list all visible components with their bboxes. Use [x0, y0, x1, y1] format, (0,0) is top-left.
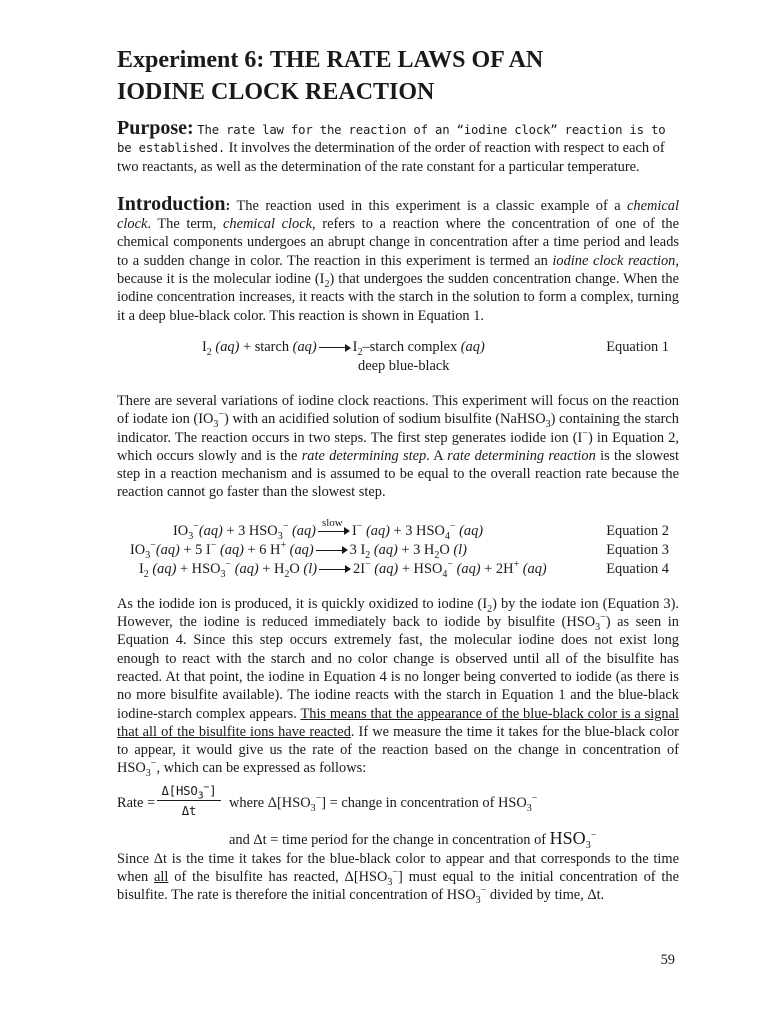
- equation-1: [117, 338, 679, 376]
- rate-label: Rate =: [117, 794, 156, 811]
- rate-fraction: [157, 781, 221, 818]
- page-number: 59: [660, 952, 675, 968]
- rate-delta-t-definition: and Δt = time period for the change in concentration of $HSO_3^-$: [229, 827, 597, 851]
- equation-2: $IO_3^-(aq) + 3$ $HSO_3^-$ (aq) slow I− (aq) + 3 $HSO_4^-$ (aq) Equation 2: [117, 522, 679, 541]
- equation-1-body: $I_2$ (aq) + starch (aq) $I_2$–starch complex (aq): [202, 338, 485, 358]
- equation-4: $I_2$ $(aq) + HSO_3^-$ $(aq) + H_2O$ (l) 2I− $(aq) + HSO_4^-$ (aq) + 2H+ (aq) Equation 4: [139, 558, 669, 580]
- equation-2-label: Equation 2: [606, 522, 669, 539]
- rate-denominator: Δt: [181, 803, 197, 818]
- document-page: [117, 44, 679, 905]
- page-title: [117, 44, 679, 108]
- conclusion-paragraph: Since Δt is the time it takes for the blue-black color to appear and that corresponds to the time when all of the bisulfite has reacted, $\Delta[HSO_3^-]$ must equal to the initial concentration of the bisulfite. The rate is therefore the initial concentration of $HSO_3^-$ divided by time, Δt.: [117, 850, 680, 907]
- purpose-heading: Purpose:: [117, 117, 194, 139]
- slow-label: slow: [321, 517, 343, 530]
- purpose-lead: The rate law for the reaction of an “iodine clock” reaction is to be established.: [117, 123, 666, 156]
- introduction-paragraph: Introduction: The reaction used in this experiment is a classic example of a chemical clock. The term, chemical clock, refers to a reaction where the concentration of one of the chemical components undergoes an abrupt change in concentration after a time period and leads to a sudden change in color. The reaction in this experiment is termed an iodine clock reaction, because it is the molecular iodine $(I_2)$ that undergoes the sudden concentration change. When the iodine concentration increases, it reacts with the starch in the solution to form a complex, turning it a deep blue-black color. This reaction is shown in Equation 1.: [117, 192, 679, 324]
- rate-numerator: $\Delta[HSO_3^-]$: [157, 784, 221, 801]
- equations-2-4: [117, 517, 679, 580]
- equation-1-label: Equation 1: [606, 338, 669, 355]
- title-line-2: IODINE CLOCK REACTION: [117, 79, 435, 105]
- rate-where-line: where $\Delta[HSO_3^-]$ = change in concentration of $HSO_3^-$: [229, 792, 538, 814]
- variations-paragraph: There are several variations of iodine clock reactions. This experiment will focus on the reaction of iodate ion $(IO_3^-)$ with an acidified solution of sodium bisulfite (NaHSO$_3$) containing the starch indicator. The reaction occurs in two steps. The first step generates iodide ion (I−) in Equation 2, which occurs slowly and is the rate determining step. A rate determining reaction is the slowest step in a reaction mechanism and is assumed to be equal to the overall reaction rate because the reaction cannot go faster than the slowest step.: [117, 392, 679, 501]
- purpose-body: It involves the determination of the order of reaction with respect to each of two reactants, as well as the determination of the rate constant for a particular temperature.: [117, 140, 665, 175]
- reaction-arrow-icon: [316, 544, 348, 556]
- reaction-arrow-icon: [319, 563, 351, 575]
- rate-expression: [117, 781, 679, 826]
- equation-4-label: Equation 4: [606, 560, 669, 577]
- title-line-1: Experiment 6: THE RATE LAWS OF AN: [117, 47, 544, 73]
- reaction-arrow-icon: [319, 342, 351, 354]
- equation-3-label: Equation 3: [606, 541, 669, 558]
- reaction-arrow-icon: [318, 517, 350, 537]
- introduction-heading: Introduction: [117, 192, 226, 215]
- key-statement: This means that the appearance of the blue-black color is a signal that all of the bisulfite ions have reacted: [117, 705, 680, 740]
- equation-3: $IO_3^-(aq) + 5$ I− (aq) + 6 H+ (aq) 3 $I_2$ (aq) + 3 $H_2O$ (l) Equation 3: [130, 539, 669, 561]
- purpose-paragraph: [117, 119, 679, 176]
- equation-1-note: deep blue-black: [358, 357, 450, 374]
- oxidation-paragraph: As the iodide ion is produced, it is quickly oxidized to iodine $(I_2)$ by the iodate ion (Equation 3). However, the iodine is reduced immediately back to iodide by bisulfite $(HSO_3^-)$ as seen in Equation 4. Since this step occurs extremely fast, the molecular iodine does not exist long enough to react with the starch and no color change is observed until all of the bisulfite has reacted. At that point, the iodine in Equation 4 is no longer being converted to iodide (as there is no more bisulfite available). The iodine reacts with the starch in Equation 1 and the blue-black iodine-starch complex appears. This means that the appearance of the blue-black color is a signal that all of the bisulfite ions have reacted. If we measure the time it takes for the blue-black color to appear, it would give us the rate of the reaction based on the change in concentration of $HSO_3^-$, which can be expressed as follows:: [117, 595, 680, 780]
